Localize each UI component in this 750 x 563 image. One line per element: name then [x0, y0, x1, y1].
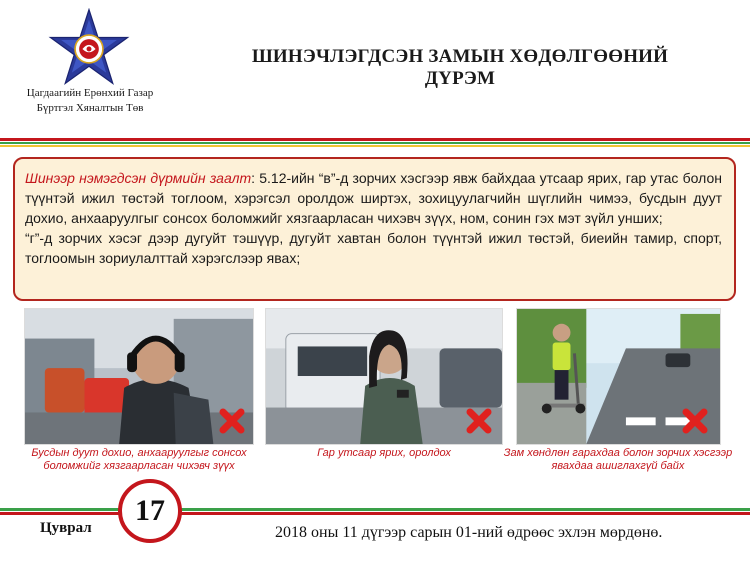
top-divider-red	[0, 138, 750, 141]
cross-mark-icon	[681, 407, 709, 435]
series-label: Цуврал	[40, 520, 92, 536]
cross-mark-icon	[465, 407, 493, 435]
caption-headphones: Бусдын дуут дохио, анхааруулгыг сонсох боломжийг хязгаарласан чихэвч зүүх	[31, 447, 247, 472]
series-number-badge: 17	[118, 479, 182, 543]
bottom-divider-red	[0, 512, 750, 515]
police-emblem-icon	[48, 8, 130, 90]
title-line-2: ДҮРЭМ	[424, 68, 496, 89]
organization-name	[4, 86, 176, 116]
caption-scooter: Зам хөндлөн гарахдаа болон зорчих хэсгээр явахдаа ашиглахгүй байх	[503, 447, 733, 472]
org-line-1: Цагдаагийн Ерөнхий Газар	[26, 87, 154, 99]
top-divider-yellow	[0, 145, 750, 147]
effective-date-text: 2018 оны 11 дүгээр сарын 01-ний өдрөөс эхлэн мөрдөнө.	[275, 524, 663, 541]
title-line-1: ШИНЭЧЛЭГДСЭН ЗАМЫН ХӨДӨЛГӨӨНИЙ	[251, 46, 669, 67]
bottom-divider-green	[0, 508, 750, 511]
caption-phone-use: Гар утсаар ярих, оролдох	[317, 447, 451, 459]
page-title	[230, 46, 690, 90]
rule-box	[13, 157, 736, 301]
rule-paragraph-1	[25, 168, 722, 228]
top-divider-green	[0, 142, 750, 144]
rule-paragraph-2: “г”-д зорчих хэсэг дээр дугуйт тэшүүр, дугуйт хавтан болон түүнтэй ижил төстэй, биеийн тамир, спорт, тоглоомын зориулалттай хэрэгслээр явах;	[25, 230, 722, 266]
rule-text-part-1: : 5.12-ийн “в”-д зорчих хэсгээр явж байхдаа утсаар ярих, гар утас болон түүнтэй ижил төстэй тоглоом, хэрэгсэл оролдож ширтэх, зохицуулагчийн шүглийн чимээ, бусдын дуут дохио, анхааруулгыг сонсох боломжийг хязгаарласан чихэвч зүүх, ном, сонин гэх мэт зүйл унших;	[25, 170, 722, 226]
cross-mark-icon	[218, 407, 246, 435]
rule-heading: Шинээр нэмэгдсэн дүрмийн заалт	[25, 170, 252, 186]
org-line-2: Бүртгэл Хяналтын Төв	[36, 102, 144, 114]
